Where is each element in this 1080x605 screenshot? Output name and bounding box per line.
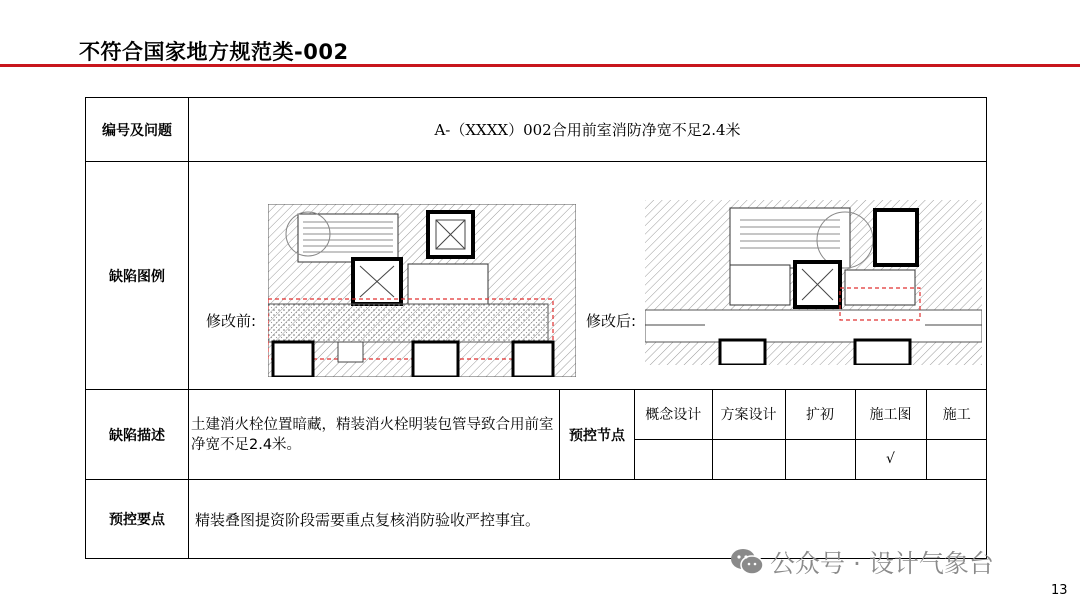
title-underline xyxy=(0,64,1080,67)
stage-check-concept xyxy=(635,439,712,479)
defect-description: 土建消火栓位置暗藏，精装消火栓明装包管导致合用前室净宽不足2.4米。 xyxy=(189,390,560,480)
control-points-label: 预控要点 xyxy=(86,480,189,559)
watermark xyxy=(730,544,994,580)
stage-check-construction xyxy=(926,439,987,479)
problem-text: A-（XXXX）002合用前室消防净宽不足2.4米 xyxy=(189,98,987,162)
stage-construction-drawing: 施工图 xyxy=(855,390,926,439)
after-caption: 修改后: xyxy=(586,312,637,330)
stage-scheme: 方案设计 xyxy=(712,390,785,439)
stage-preliminary: 扩初 xyxy=(785,390,855,439)
wechat-icon xyxy=(730,548,764,576)
page-title: 不符合国家地方规范类-002 xyxy=(79,40,349,64)
watermark-text: 公众号 · 设计气象台 xyxy=(770,549,994,578)
stage-concept: 概念设计 xyxy=(635,390,712,439)
before-drawing xyxy=(268,204,576,377)
page-number: 13 xyxy=(1051,583,1068,598)
stage-check-construction-drawing: √ xyxy=(855,439,926,479)
stages-cell xyxy=(635,390,987,480)
before-caption: 修改前: xyxy=(206,312,257,330)
stage-check-scheme xyxy=(712,439,785,479)
defect-table xyxy=(85,97,987,559)
defect-description-label: 缺陷描述 xyxy=(86,390,189,480)
control-points-text: 精装叠图提资阶段需要重点复核消防验收严控事宜。 xyxy=(189,480,987,559)
stage-check-preliminary xyxy=(785,439,855,479)
defect-image-cell xyxy=(189,162,987,390)
control-node-label: 预控节点 xyxy=(560,390,635,480)
defect-image-label: 缺陷图例 xyxy=(86,162,189,390)
stage-construction: 施工 xyxy=(926,390,987,439)
after-drawing xyxy=(645,200,982,365)
stages-table xyxy=(635,390,987,479)
number-problem-label: 编号及问题 xyxy=(86,98,189,162)
